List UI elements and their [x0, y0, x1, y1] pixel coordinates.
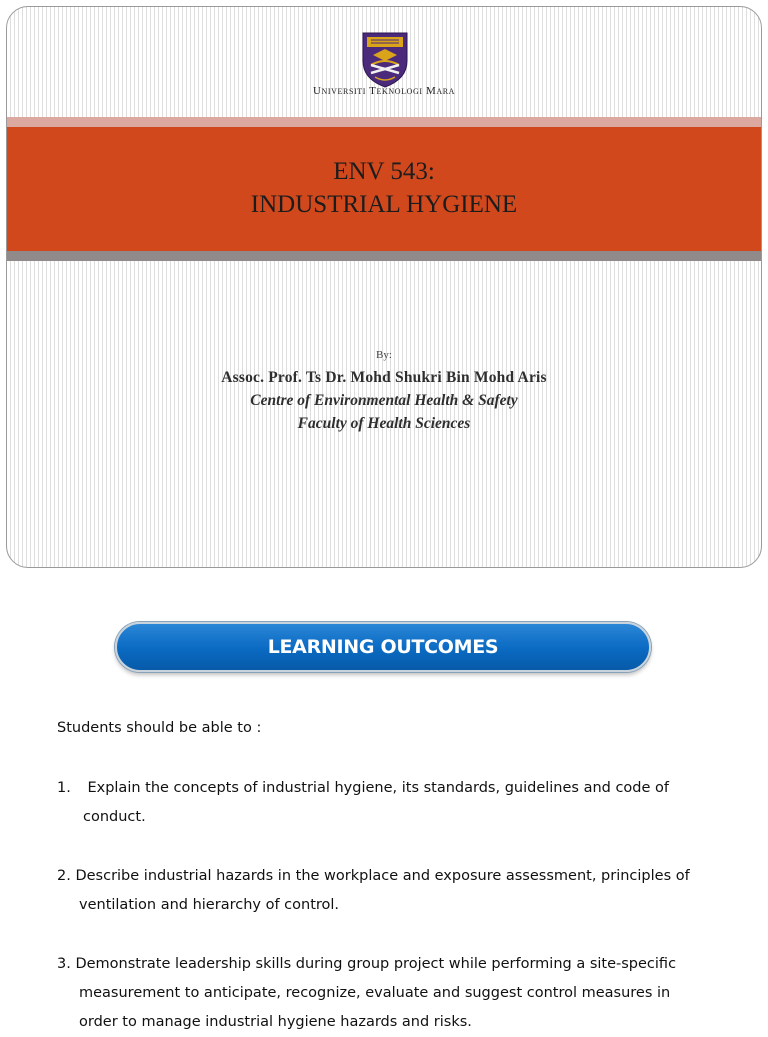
outcome-line: Describe industrial hazards in the workplace and exposure assessment, principles of [75, 868, 690, 884]
university-name: Universiti Teknologi Mara [312, 85, 456, 97]
outcome-line: ventilation and hierarchy of control. [79, 897, 340, 913]
author-name: Assoc. Prof. Ts Dr. Mohd Shukri Bin Mohd Aris [221, 369, 547, 386]
outcome-line: conduct. [83, 809, 146, 825]
outcome-item-1 [57, 774, 747, 832]
course-code: ENV 543: [333, 158, 435, 185]
uitm-logo-icon [361, 31, 409, 89]
centre-name: Centre of Environmental Health & Safety [250, 392, 518, 409]
faculty-name: Faculty of Health Sciences [297, 415, 471, 432]
by-label: By: [376, 349, 392, 361]
heading-label: LEARNING OUTCOMES [267, 636, 499, 658]
outcome-line: order to manage industrial hygiene hazards and risks. [79, 1014, 472, 1030]
outcome-number: 2. [57, 868, 71, 884]
course-name: INDUSTRIAL HYGIENE [250, 191, 518, 218]
accent-band-bottom [7, 251, 761, 261]
outcome-number: 3. [57, 956, 71, 972]
course-title [7, 155, 761, 221]
intro-text: Students should be able to : [57, 720, 262, 736]
outcome-number: 1. [57, 780, 71, 796]
accent-band-top [7, 117, 761, 127]
outcome-line: Explain the concepts of industrial hygiene, its standards, guidelines and code of [87, 780, 670, 796]
learning-outcomes-heading [115, 622, 651, 672]
outcome-item-2 [57, 862, 747, 920]
title-slide [6, 6, 762, 568]
outcome-line: measurement to anticipate, recognize, evaluate and suggest control measures in [79, 985, 671, 1001]
outcome-line: Demonstrate leadership skills during group project while performing a site-specific [75, 956, 677, 972]
